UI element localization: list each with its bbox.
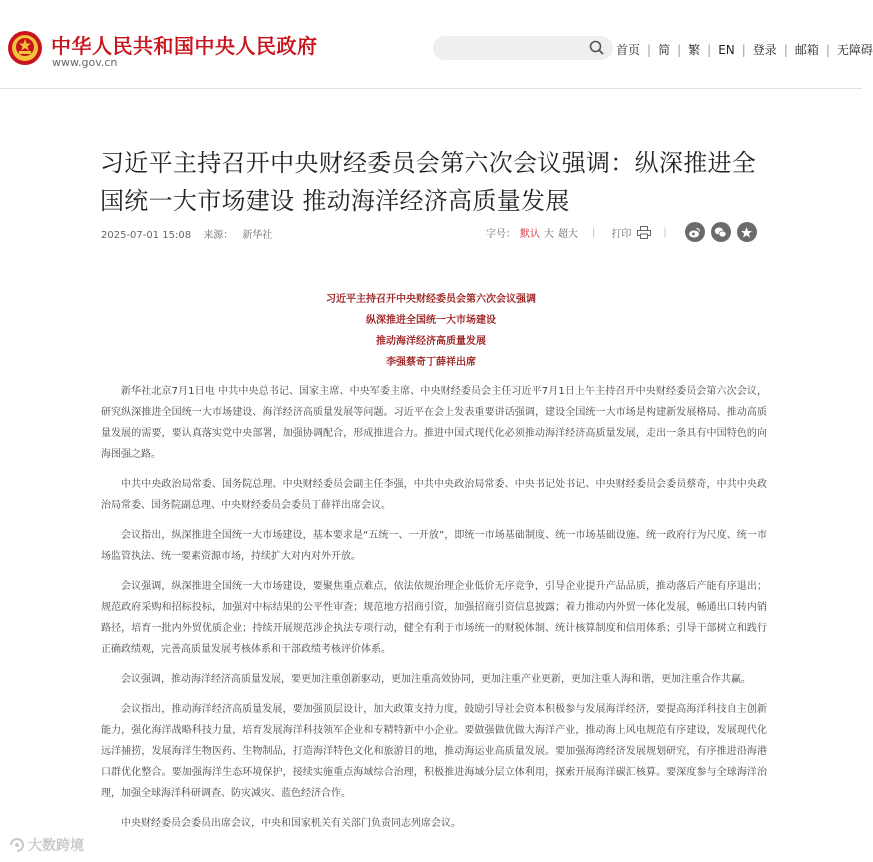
- watermark-text: 大数跨境: [28, 838, 84, 854]
- article-tools: [486, 222, 757, 242]
- qq-share-button[interactable]: [737, 222, 757, 242]
- article-paragraph: 会议指出，推动海洋经济高质量发展，要加强顶层设计，加大政策支持力度，鼓励引导社会资本积极参与发展海洋经济，要提高海洋科技自主创新能力，强化海洋战略科技力量，培育发展海洋科技领军企业和专精特新中小企业。要做强做优做大海洋产业，推动海上风电规范有序建设，发展现代化远洋捕捞，发展海洋生物医药、生物制品，打造海洋特色文化和旅游目的地，推动海运业高质量发展。要加强海湾经济发展规划研究，有序推进沿海港口群优化整合。要加强海洋生态环境保护，接续实施重点海域综合治理，积极推进海域分层立体利用，探索开展海洋碳汇核算。要深度参与全球海洋治理，加强全球海洋科研调查、防灾减灾、蓝色经济合作。: [101, 704, 767, 799]
- site-url: www.gov.cn: [52, 56, 118, 69]
- nav-separator: |: [741, 42, 746, 57]
- nav-separator: |: [707, 42, 712, 57]
- article-paragraph: 中央财经委员会委员出席会议，中央和国家机关有关部门负责同志列席会议。: [121, 818, 461, 829]
- nav-separator: |: [647, 42, 652, 57]
- tools-separator: |: [663, 226, 667, 238]
- publish-date: 2025-07-01 15:08: [101, 230, 192, 241]
- site-header: [0, 0, 873, 89]
- article-paragraph: 新华社北京7月1日电 中共中央总书记、国家主席、中央军委主席、中央财经委员会主任习近平7月1日上午主持召开中央财经委员会第六次会议，研究纵深推进全国统一大市场建设、海洋经济高质量发展等问题。习近平在会上发表重要讲话强调，建设全国统一大市场是构建新发展格局、推动高质量发展的需要，要认真落实党中央部署，加强协调配合，形成推进合力。推进中国式现代化必须推动海洋经济高质量发展，走出一条具有中国特色的向海图强之路。: [101, 386, 767, 460]
- font-size-xlarge[interactable]: 超大: [558, 228, 578, 240]
- nav-mailbox[interactable]: 邮箱: [794, 43, 819, 57]
- article-subtitles: [0, 289, 862, 373]
- font-size-default[interactable]: 默认: [520, 228, 540, 240]
- source-label: 来源：: [203, 230, 234, 241]
- qq-icon: [740, 226, 753, 239]
- nav-login[interactable]: 登录: [752, 43, 777, 57]
- nav-separator: |: [677, 42, 682, 57]
- wechat-icon: [714, 226, 727, 239]
- subtitle-line: 推动海洋经济高质量发展: [376, 336, 486, 347]
- nav-english[interactable]: EN: [718, 42, 735, 57]
- source-name: 新华社: [242, 230, 273, 241]
- national-emblem-icon[interactable]: [7, 30, 43, 66]
- article-paragraph: 中共中央政治局常委、国务院总理、中央财经委员会副主任李强，中共中央政治局常委、中央书记处书记、中央财经委员会委员蔡奇，中共中央政治局常委、国务院副总理、中央财经委员会委员丁薛祥出席会议。: [101, 479, 767, 511]
- nav-separator: |: [825, 42, 830, 57]
- subtitle-line: 李强蔡奇丁薛祥出席: [386, 357, 476, 368]
- nav-traditional[interactable]: 繁: [688, 43, 701, 57]
- print-button[interactable]: 打印: [611, 228, 632, 240]
- subtitle-line: 习近平主持召开中央财经委员会第六次会议强调: [326, 294, 536, 305]
- search-input[interactable]: [443, 39, 587, 59]
- watermark: [8, 835, 84, 855]
- nav-home[interactable]: 首页: [616, 43, 641, 57]
- article-paragraph: 会议强调，纵深推进全国统一大市场建设，要聚焦重点难点，依法依规治理企业低价无序竞争，引导企业提升产品品质，推动落后产能有序退出；规范政府采购和招标投标，加强对中标结果的公平性审查；规范地方招商引资，加强招商引资信息披露；着力推动内外贸一体化发展，畅通出口转内销路径，培育一批内外贸优质企业；持续开展规范涉企执法专项行动，健全有利于市场统一的财税体制、统计核算制度和信用体系；引导干部树立和践行正确政绩观，完善高质量发展考核体系和干部政绩考核评价体系。: [101, 581, 767, 655]
- wechat-share-button[interactable]: [711, 222, 731, 242]
- font-size-label: 字号：: [486, 228, 516, 240]
- watermark-logo-icon: [8, 837, 26, 853]
- article-meta: [101, 226, 281, 241]
- site-title[interactable]: 中华人民共和国中央人民政府: [51, 34, 318, 58]
- weibo-icon: [688, 226, 701, 239]
- nav-simplified[interactable]: 简: [658, 43, 671, 57]
- weibo-share-button[interactable]: [685, 222, 705, 242]
- nav-accessibility[interactable]: 无障碍: [836, 43, 873, 57]
- subtitle-line: 纵深推进全国统一大市场建设: [366, 315, 496, 326]
- article-body: [101, 381, 767, 843]
- print-icon[interactable]: [637, 226, 651, 239]
- nav-separator: |: [783, 42, 788, 57]
- top-nav: [616, 41, 873, 58]
- article-paragraph: 会议强调，推动海洋经济高质量发展，要更加注重创新驱动，更加注重高效协同，更加注重产业更新，更加注重人海和谐，更加注重合作共赢。: [121, 674, 751, 685]
- article-paragraph: 会议指出，纵深推进全国统一大市场建设，基本要求是“五统一、一开放”，即统一市场基础制度、统一市场基础设施、统一政府行为尺度、统一市场监管执法、统一要素资源市场，持续扩大对内对外开放。: [101, 530, 767, 562]
- font-size-large[interactable]: 大: [544, 228, 554, 240]
- article-title: 习近平主持召开中央财经委员会第六次会议强调：纵深推进全国统一大市场建设 推动海洋经济高质量发展: [100, 149, 757, 216]
- search-icon[interactable]: [588, 39, 606, 57]
- tools-separator: |: [592, 226, 596, 238]
- search-box[interactable]: [433, 36, 613, 60]
